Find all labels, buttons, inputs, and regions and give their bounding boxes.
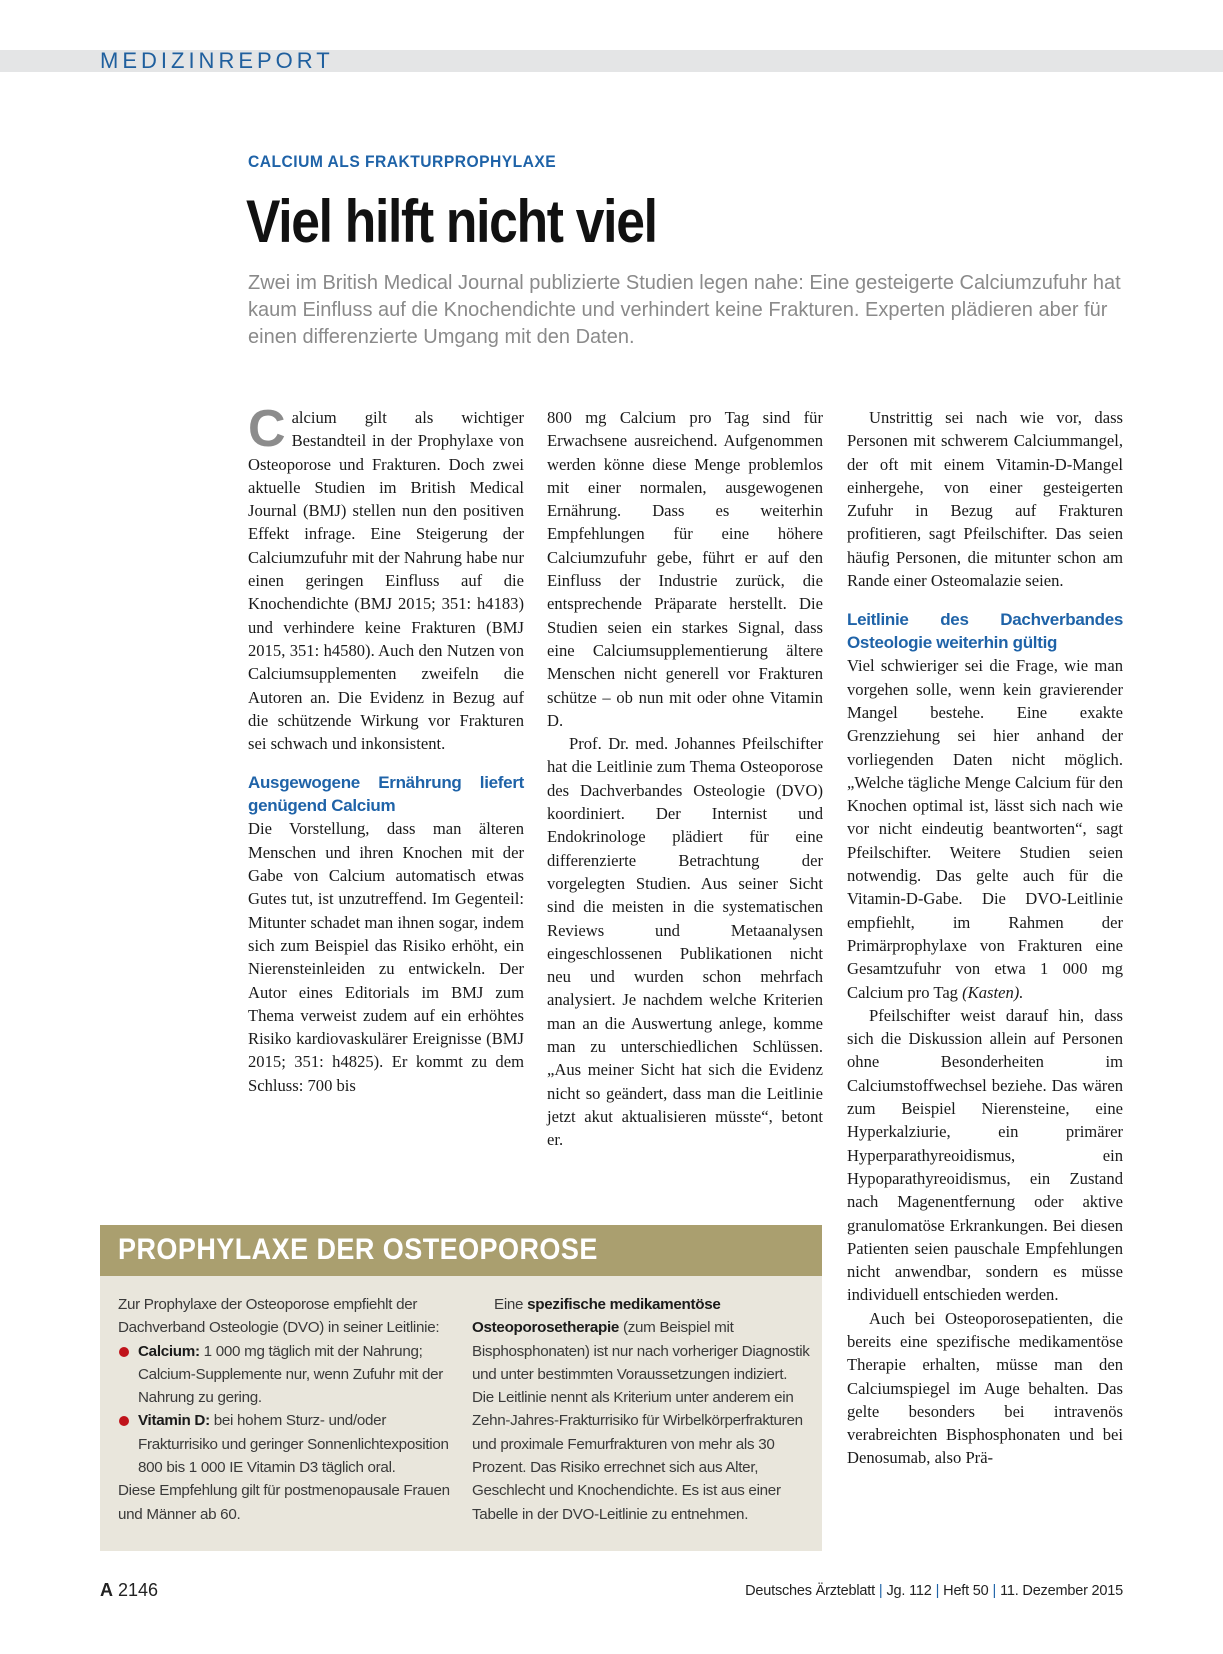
volume: Jg. 112: [886, 1583, 932, 1599]
bullet-dot-icon: [119, 1347, 129, 1357]
text-column-3: [847, 406, 1123, 1470]
paragraph: Die Vorstellung, dass man älteren Menschen und ihren Knochen mit der Gabe von Calcium automatisch etwas Gutes tut, ist unzutreffend. Im Gegenteil: Mitunter schadet man ihnen sogar, indem sich zum Beispiel das Risiko erhöht, ein Nierensteinleiden zu entwickeln. Der Autor eines Editorials im BMJ zum Thema verweist zudem auf ein erhöhtes Risiko kardiovaskulärer Ereignisse (BMJ 2015; 351: h4825). Er kommt zu dem Schluss: 700 bis: [248, 819, 524, 1095]
separator: |: [878, 1583, 883, 1599]
page-number-value: 2146: [118, 1580, 159, 1600]
bullet-text: bei hohem Sturz- und/oder Frakturrisiko und geringer Sonnenlichtexposition 800 bis 1 000 IE Vitamin D3 täglich oral.: [138, 1412, 449, 1477]
text: (zum Beispiel mit Bisphosphonaten) ist nur nach vorheriger Diagnostik und unter bestimmten Voraussetzungen indiziert. Die Leitlinie nennt als Kriterium unter anderem ein Zehn-Jahres-Frakturrisiko für Wirbelkörperfrakturen und proximale Femurfrakturen von mehr als 30 Prozent. Das Risiko errechnet sich aus Alter, Geschlecht und Knochendichte. Es ist aus einer Tabelle in der DVO-Leitlinie zu entnehmen.: [472, 1319, 810, 1523]
subheading: Leitlinie des Dachverbandes Osteologie weiterhin gültig: [847, 610, 1123, 653]
info-box-paragraph: [472, 1293, 812, 1526]
bullet-item: [118, 1340, 453, 1410]
bullet-item: [118, 1409, 453, 1479]
emphasis: spezifische medikamentöse Osteoporosetherapie: [472, 1296, 721, 1337]
info-box-column-1: [118, 1293, 453, 1526]
bullet-label: Calcium:: [138, 1342, 200, 1360]
paragraph: 800 mg Calcium pro Tag sind für Erwachsene ausreichend. Aufgenommen werden könne diese Menge problemlos mit einer normalen, ausgewogenen Ernährung. Dass es weiterhin Empfehlungen für eine höhere Calciumzufuhr gebe, führt er auf den Einfluss der Industrie zurück, die entsprechende Präparate herstellt. Die Studien seien ein starkes Signal, dass eine Calciumsupplementierung ältere Menschen nicht generell vor Frakturen schütze – ob nun mit oder ohne Vitamin D.: [547, 408, 823, 730]
text: Eine: [494, 1296, 528, 1313]
subheading: Ausgewogene Ernährung liefert genügend Calcium: [248, 773, 524, 816]
paragraph: alcium gilt als wichtiger Bestandteil in der Prophylaxe von Osteoporose und Frakturen. Doch zwei aktuelle Studien im British Medical Journal (BMJ) stellen nun den positiven Effekt infrage. Eine Steigerung der Calciumzufuhr mit der Nahrung habe nur einen geringen Einfluss auf die Knochendichte (BMJ 2015; 351: h4183) und verhindere keine Frakturen (BMJ 2015, 351: h4580). Auch den Nutzen von Calciumsupplementen zweifeln die Autoren an. Die Evidenz in Bezug auf die schützende Wirkung vor Frakturen sei schwach und inkonsistent.: [248, 408, 524, 754]
separator: |: [992, 1583, 997, 1599]
paragraph-text: Viel schwieriger sei die Frage, wie man vorgehen solle, wenn kein gravierender Mangel bestehe. Eine exakte Grenzziehung sei hier anhand der vorliegenden Daten nicht möglich. „Welche tägliche Menge Calcium für den Knochen optimal ist, lässt sich nach wie vor nicht eindeutig beantworten“, sagt Pfeilschifter. Weitere Studien seien notwendig. Das gelte auch für die Vitamin-D-Gabe. Die DVO-Leitlinie empfiehlt, im Rahmen der Primärprophylaxe von Frakturen eine Gesamtzufuhr von etwa 1 000 mg Calcium pro Tag: [847, 656, 1123, 1002]
drop-cap: C: [248, 400, 286, 458]
article-headline: Viel hilft nicht viel: [246, 188, 657, 255]
text-column-2: [547, 406, 823, 1152]
paragraph: Auch bei Osteoporosepatienten, die bereits eine spezifische medikamentöse Therapie erhalten, müsse man den Calciumspiegel im Auge behalten. Das gelte besonders bei intravenös verabreichten Bisphosphonaten und bei Denosumab, also Prä-: [847, 1308, 1123, 1468]
issue: Heft 50: [943, 1583, 989, 1599]
box-reference: (Kasten).: [962, 982, 1024, 1002]
info-box-column-2: [472, 1293, 812, 1526]
publication-info: [745, 1583, 1123, 1599]
page-number: [100, 1580, 158, 1601]
text-column-1: [248, 400, 524, 1097]
paragraph: Pfeilschifter weist darauf hin, dass sich die Diskussion allein auf Personen ohne Besonderheiten im Calciumstoffwechsel beziehe. Das wären zum Beispiel Nierensteine, eine Hyperkalziurie, ein primärer Hyperparathyreoidismus, ein Hypoparathyreoidismus, ein Zustand nach Magenentfernung oder aktive granulomatöse Erkrankungen. Bei diesen Patienten seien pauschale Empfehlungen nicht anwendbar, sondern es müsse individuell entschieden werden.: [847, 1005, 1123, 1305]
bullet-text: 1 000 mg täglich mit der Nahrung; Calcium-Supplemente nur, wenn Zufuhr mit der Nahrung zu gering.: [138, 1342, 444, 1407]
info-box-title: PROPHYLAXE DER OSTEOPOROSE: [118, 1233, 598, 1266]
paragraph: Unstrittig sei nach wie vor, dass Personen mit schwerem Calciummangel, der oft mit einem Vitamin-D-Mangel einhergehe, von einer gesteigerten Zufuhr in Bezug auf Frakturen profitieren, sagt Pfeilschifter. Das seien häufig Personen, die mitunter schon am Rande einer Osteomalazie seien.: [847, 408, 1123, 591]
bullet-dot-icon: [119, 1416, 129, 1426]
info-box-closing: Diese Empfehlung gilt für postmenopausale Frauen und Männer ab 60.: [118, 1482, 450, 1523]
journal-name: Deutsches Ärzteblatt: [745, 1583, 875, 1599]
separator: |: [935, 1583, 940, 1599]
paragraph: [847, 654, 1123, 1003]
article-lead: Zwei im British Medical Journal publizierte Studien legen nahe: Eine gesteigerte Calciumzufuhr hat kaum Einfluss auf die Knochendichte und verhindert keine Frakturen. Experten plädieren aber für einen differenzierte Umgang mit den Daten.: [248, 272, 1121, 348]
paragraph: Prof. Dr. med. Johannes Pfeilschifter hat die Leitlinie zum Thema Osteoporose des Dachverbandes Osteologie (DVO) koordiniert. Der Internist und Endokrinologe plädiert für eine differenzierte Betrachtung der vorgelegten Studien. Aus seiner Sicht sind die meisten in die systematischen Reviews und Metaanalysen eingeschlossenen Publikationen nicht neu und wurden schon mehrfach analysiert. Je nachdem welche Kriterien man an die Auswertung anlege, komme man zu unterschiedlichen Schlüssen. „Aus meiner Sicht hat sich die Evidenz nicht so geändert, dass man die Leitlinie jetzt akut aktualisieren müsste“, betont er.: [547, 734, 823, 1150]
article-kicker: CALCIUM ALS FRAKTURPROPHYLAXE: [248, 152, 557, 171]
section-label: MEDIZINREPORT: [100, 48, 334, 73]
page-prefix: A: [100, 1580, 113, 1600]
bullet-label: Vitamin D:: [138, 1412, 210, 1430]
info-box-intro: Zur Prophylaxe der Osteoporose empfiehlt der Dachverband Osteologie (DVO) in seiner Leitlinie:: [118, 1296, 440, 1337]
issue-date: 11. Dezember 2015: [1000, 1583, 1123, 1599]
